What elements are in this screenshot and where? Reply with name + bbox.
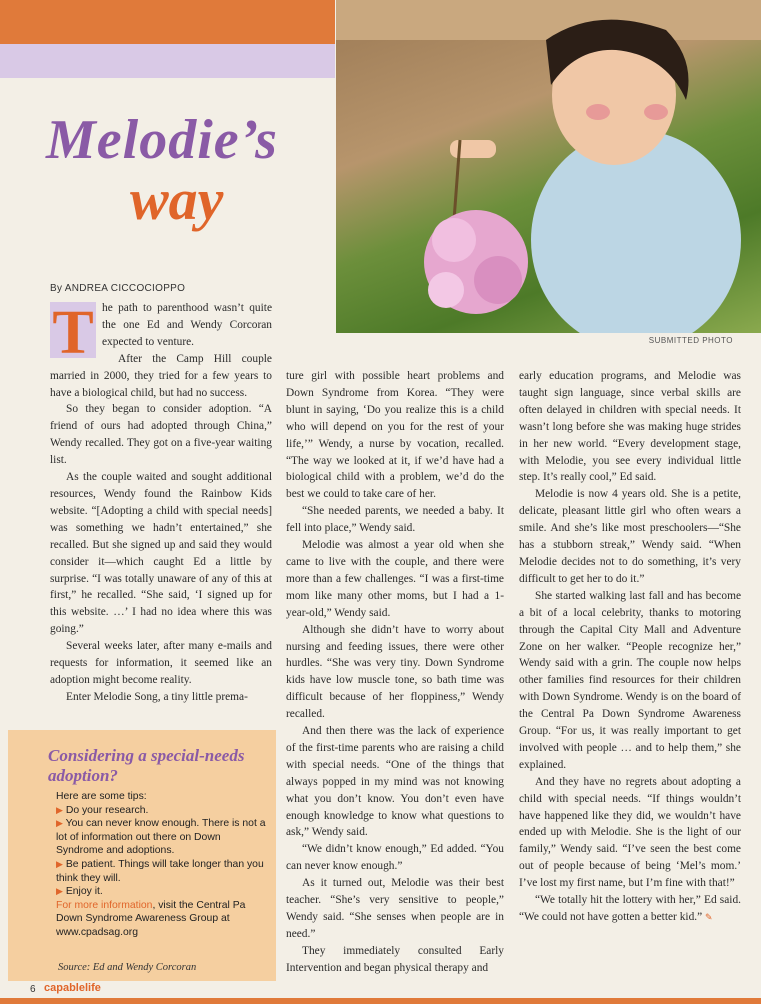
- paragraph: She started walking last fall and has become a bit of a local celebrity, thanks to motoring through the Capital City Mall and Adventure Zone on her walker. “People recognize her,” Wendy said with a grin. The couple now helps other families find resources for their children with Down Syndrome. Wendy is on the board of the Central Pa Down Syndrome Awareness Group. “For us, it was really important to get involved with people … and to help them,” she explained.: [519, 589, 741, 771]
- byline: By ANDREA CICCOCIOPPO: [50, 283, 186, 294]
- paragraph: As the couple waited and sought additional resources, Wendy found the Rainbow Kids website. “[Adopting a child with special needs] was something we hadn’t entertained,” she recalled. But she signed up and said they would consider it—which caught Ed a little by surprise. “I was totally unaware of any of this at first,” he recalled. “She said, ‘I signed up for this website. …’ I had no idea where this was going.”: [50, 471, 272, 636]
- bullet-arrow-icon: ▶: [56, 804, 63, 815]
- paragraph: They immediately consulted Early Intervention and began physical therapy and: [286, 944, 504, 974]
- article-column-1: [50, 300, 272, 706]
- drop-cap: T: [50, 302, 96, 358]
- paragraph: Melodie is now 4 years old. She is a petite, delicate, pleasant little girl who often wears a smile. And she’s like most preschoolers—“She has a stubborn streak,” Wendy said. “When Melodie decides not to do something, it’s very difficult to get her to do it.”: [519, 488, 741, 585]
- bullet-arrow-icon: ▶: [56, 818, 63, 829]
- paragraph: “She needed parents, we needed a baby. It fell into place,” Wendy said.: [286, 505, 504, 535]
- paragraph: As it turned out, Melodie was their best teacher. “She’s very sensitive to people,” Wendy said. “She senses when people are in need.”: [286, 877, 504, 940]
- more-info: For more information, visit the Central Pa Down Syndrome Awareness Group at www.cpadsag.org: [56, 899, 246, 938]
- paragraph: “We totally hit the lottery with her,” Ed said. “We could not have gotten a better kid.” ✎: [519, 894, 741, 923]
- paragraph: ture girl with possible heart problems and Down Syndrome from Korea. “They were blunt in saying, ‘Do you realize this is a child who will depend on you for the rest of your life,’” Wendy, a nurse by vocation, recalled. “The way we looked at it, if we’d have had a biological child with a problem, we’d do the best we could to take care of her.: [286, 370, 504, 501]
- paragraph: And then there was the lack of experience of the first-time parents who are raising a child with special needs. “One of the things that always popped in my mind was not knowing what you don’t know. You don’t even have enough knowledge to know what questions to ask,” Wendy said.: [286, 725, 504, 839]
- bullet-arrow-icon: ▶: [56, 886, 63, 897]
- page-number: 6: [30, 984, 36, 995]
- paragraph: And they have no regrets about adopting a child with special needs. “If things wouldn’t have happened like they did, we wouldn’t have ended up with Melodie. She is the light of our family,” Wendy said. “I’ve seen the best come out of people because of being ‘Mel’s mom.’ I’ve lost my first name, but I’m fine with that!”: [519, 775, 741, 890]
- header-band-lilac: [0, 44, 335, 78]
- paragraph: Although she didn’t have to worry about nursing and feeding issues, there were other hurdles. “She was very tiny. Down Syndrome kids have low muscle tone, so bath time was difficult because of her floppiness,” Wendy recalled.: [286, 623, 504, 721]
- tip-item: ▶ Do your research.: [56, 804, 149, 816]
- paragraph: Enter Melodie Song, a tiny little prema-: [66, 690, 248, 703]
- sidebar-source: Source: Ed and Wendy Corcoran: [58, 962, 197, 973]
- paragraph: Several weeks later, after many e-mails and requests for information, it seemed like an adoption might become reality.: [50, 640, 272, 686]
- paragraph: early education programs, and Melodie was taught sign language, since verbal skills are often delayed in children with special needs. It wasn’t long before she was making huge strides in her new world. “Every development stage, with Melodie, you see every individual little step. It’s really cool,” Ed said.: [519, 370, 741, 484]
- photo-credit: SUBMITTED PHOTO: [648, 336, 733, 345]
- paragraph: After the Camp Hill couple married in 2000, they tried for a few years to have a biological child, but had no success.: [50, 352, 272, 399]
- headline-line-2: way: [130, 167, 224, 232]
- feature-photo: [336, 0, 761, 333]
- end-mark-icon: ✎: [705, 912, 713, 922]
- magazine-logo: capablelife: [44, 982, 101, 994]
- paragraph: “We didn’t know enough,” Ed added. “You can never know enough.”: [286, 843, 504, 873]
- sidebar-intro: Here are some tips:: [56, 791, 147, 802]
- paragraph: So they began to consider adoption. “A friend of ours had adopted through China,” Wendy recalled. They got on a five-year waiting list.: [50, 403, 272, 467]
- headline-line-1: Melodie’s: [46, 109, 278, 171]
- tip-item: ▶ Enjoy it.: [56, 886, 103, 898]
- sidebar-title: Considering a special-needs adoption?: [48, 746, 245, 785]
- sidebar-body: [56, 790, 268, 940]
- header-band-orange: [0, 0, 335, 44]
- bullet-arrow-icon: ▶: [56, 858, 63, 869]
- article-column-2: [286, 368, 504, 977]
- paragraph: Melodie was almost a year old when she came to live with the couple, and there were more than a few challenges. “I was a first-time mom like many other moms, but I had a 1-year-old,” Wendy said.: [286, 539, 504, 619]
- article-column-3: [519, 368, 741, 926]
- paragraph: T he path to parenthood wasn’t quite the one Ed and Wendy Corcoran expected to venture.: [50, 300, 272, 351]
- footer-band: [0, 998, 761, 1004]
- tip-item: ▶ Be patient. Things will take longer than you think they will.: [56, 858, 264, 884]
- tip-item: ▶ You can never know enough. There is not a lot of information out there on Down Syndrome and adoptions.: [56, 818, 266, 857]
